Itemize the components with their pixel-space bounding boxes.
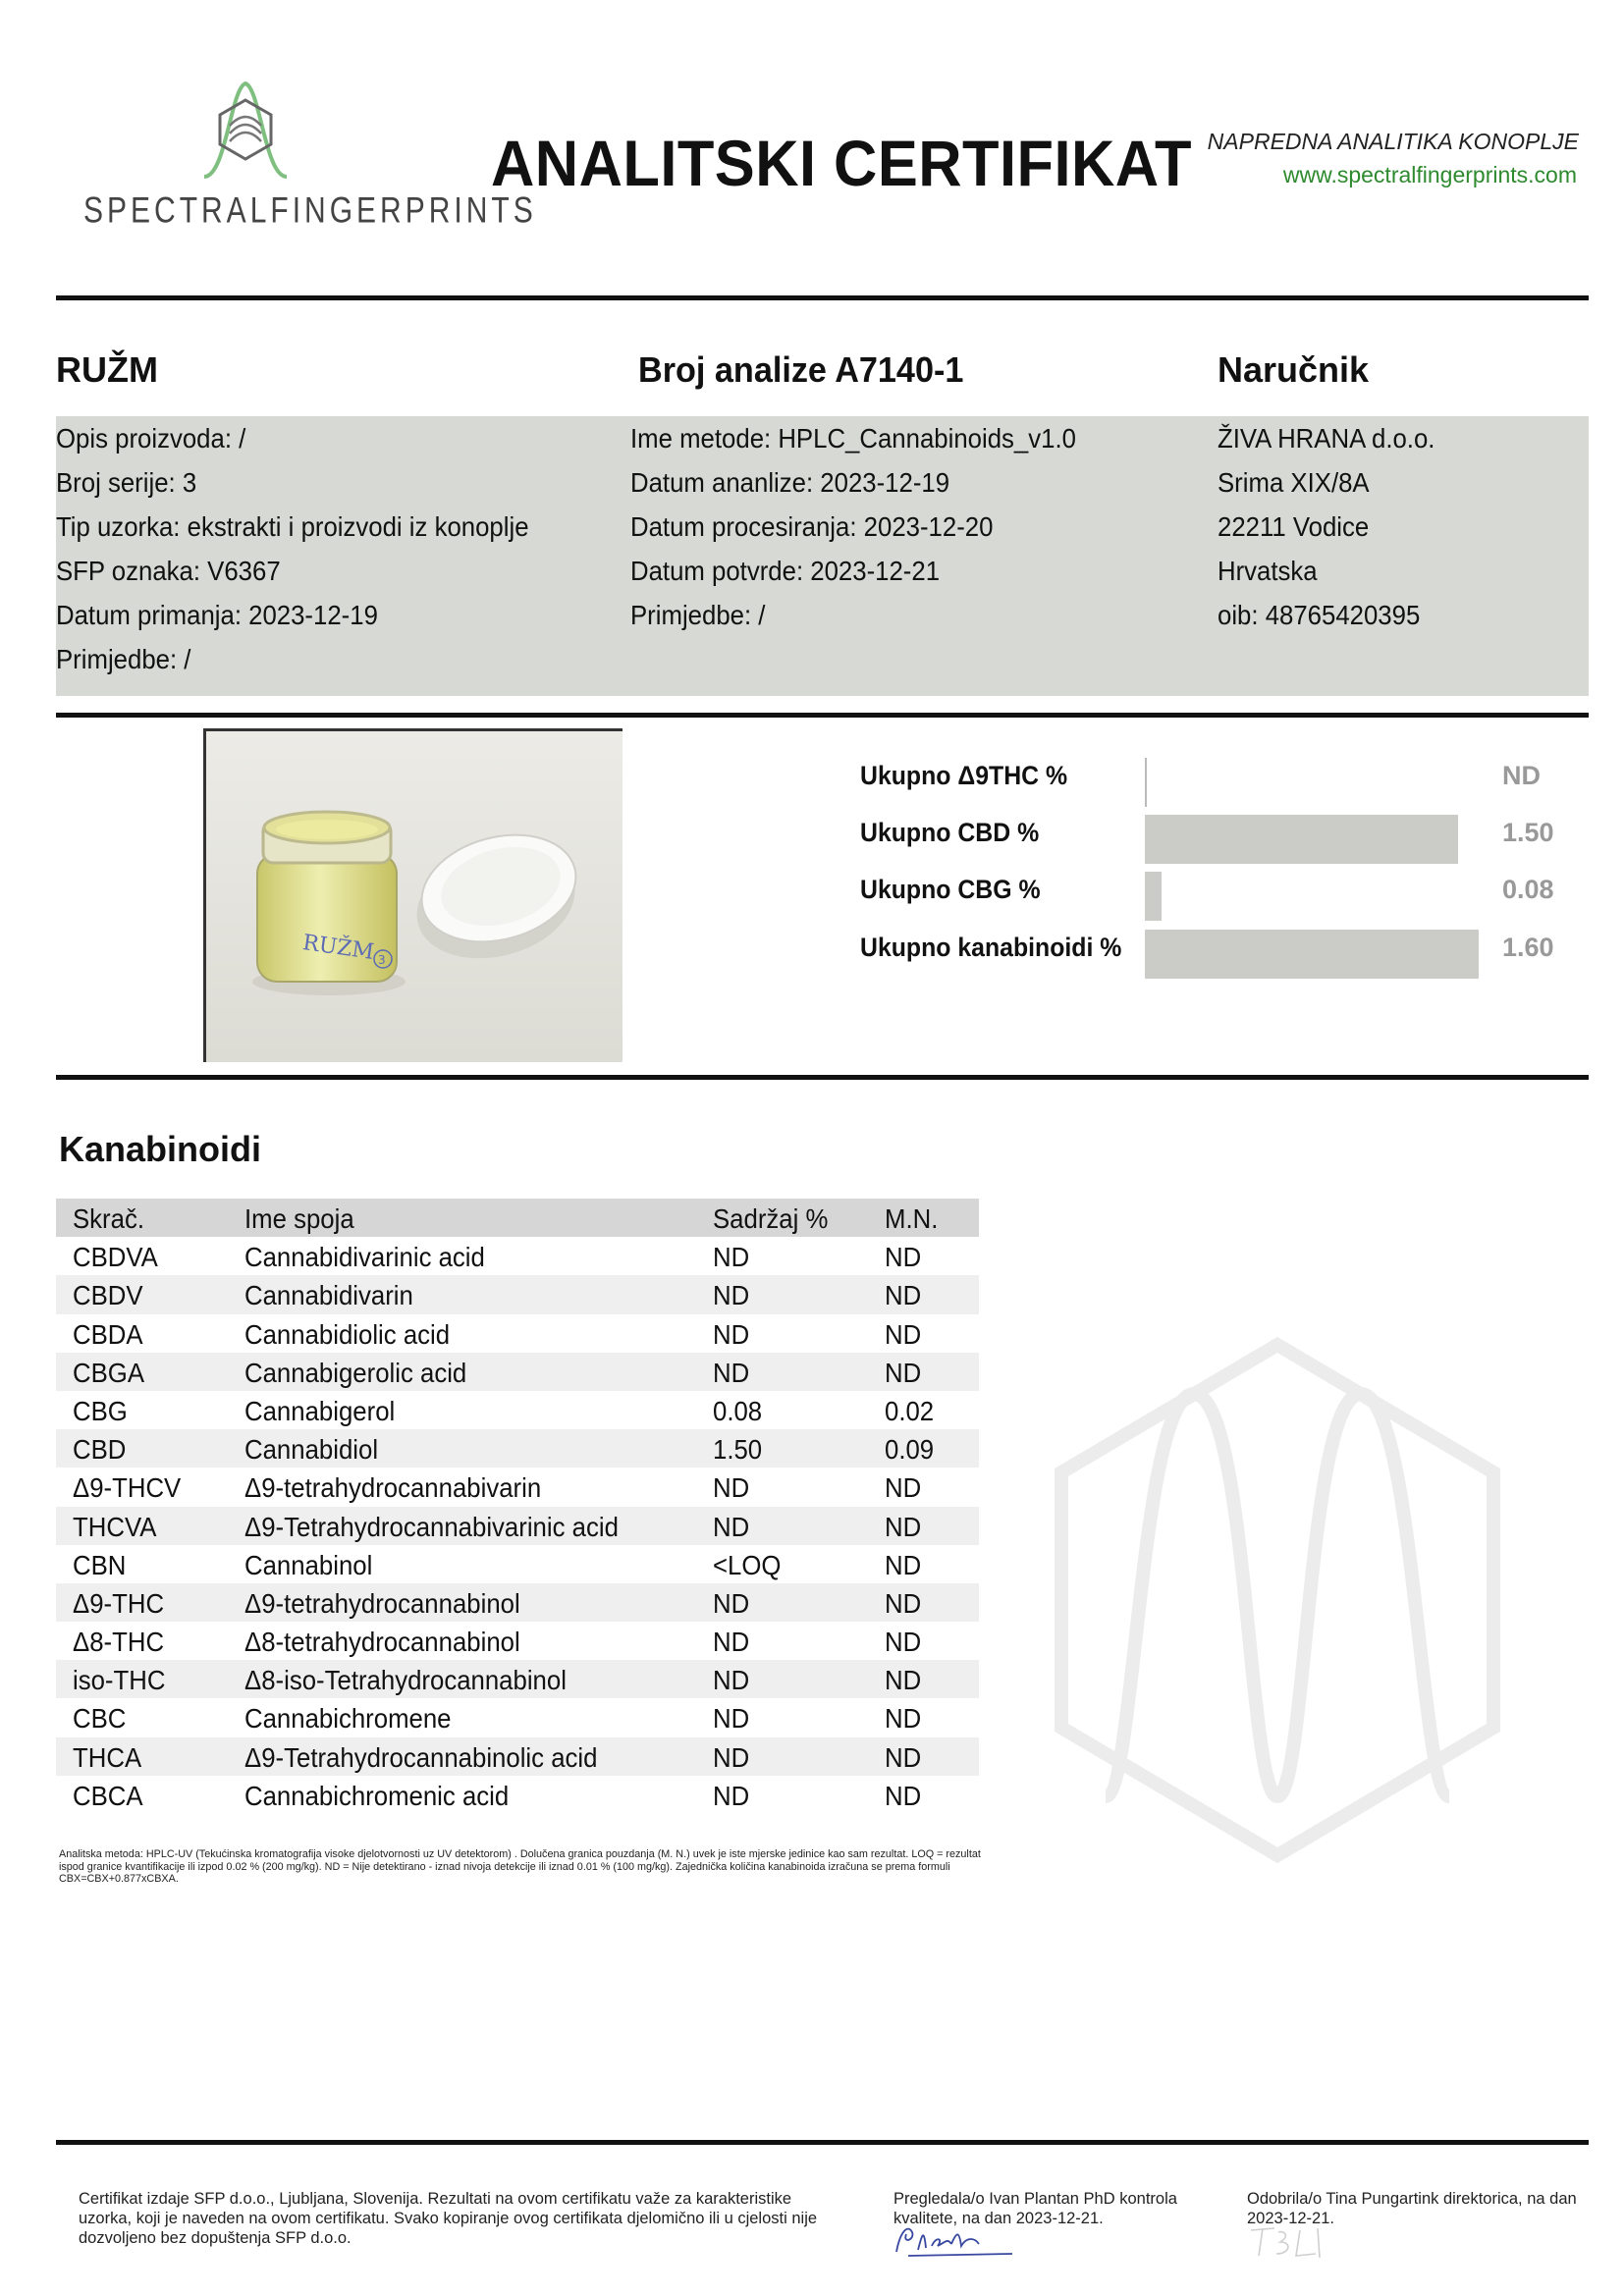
cell-uncertainty: ND [885,1357,922,1388]
summary-axis [1145,758,1147,807]
table-row [56,1507,979,1545]
cell-compound: Δ9-Tetrahydrocannabinolic acid [244,1741,598,1773]
cell-content: ND [713,1472,750,1504]
table-row [56,1660,979,1698]
approver-signature [1245,2222,1333,2262]
table-row [56,1622,979,1660]
watermark-logo-icon [1047,1335,1508,1865]
header-compound: Ime spoja [244,1203,354,1234]
cell-content: ND [713,1511,750,1542]
product-remarks: Primjedbe: / [56,644,191,674]
cell-content: ND [713,1587,750,1619]
client-name: ŽIVA HRANA d.o.o. [1218,423,1435,454]
cannabinoids-title: Kanabinoidi [59,1129,261,1169]
method-footnote: Analitska metoda: HPLC-UV (Tekućinska kromatografija visoke djelotvornosti uz UV detektorom) . Dolučena granica pouzdanja (M. N.) uvek je iste mjerske jedinice kao sam rezultat. LOQ = rezultat ispod granice kvantifikacije ili izpod 0.02 % (200 mg/kg). ND = Nije detektirano - iznad nivoja detekcije ili iznad 0.01 % (100 mg/kg). Zajednička količina kanabinoida izračuna se prema formuli CBX=CBX+0.877xCBXA. [59,1848,981,1885]
table-row [56,1468,979,1506]
client-details [1218,416,1454,637]
cell-abbr: THCVA [73,1511,157,1542]
cell-content: ND [713,1280,750,1311]
cell-compound: Cannabichromene [244,1703,452,1735]
cell-abbr: CBN [73,1549,127,1580]
cell-abbr: CBDV [73,1280,143,1311]
summary-label-cbg: Ukupno CBG % [860,875,1041,904]
cell-content: ND [713,1318,750,1350]
cell-compound: Δ8-tetrahydrocannabinol [244,1627,520,1658]
client-city: 22211 Vodice [1218,511,1370,542]
table-row [56,1237,979,1275]
cell-compound: Cannabidiolic acid [244,1318,451,1350]
divider-info [56,713,1589,718]
product-name: RUŽM [56,349,158,390]
cell-content: ND [713,1627,750,1658]
table-row [56,1314,979,1353]
table-row [56,1391,979,1429]
summary-label-thc: Ukupno Δ9THC % [860,761,1068,790]
reviewer-signature [889,2220,1016,2260]
summary-value-cbd: 1.50 [1502,818,1554,847]
sfp-code: SFP oznaka: V6367 [56,556,281,586]
cell-content: ND [713,1703,750,1735]
cell-uncertainty: 0.02 [885,1395,935,1426]
batch-number: Broj serije: 3 [56,467,197,498]
cell-uncertainty: ND [885,1511,922,1542]
cell-uncertainty: ND [885,1627,922,1658]
divider-footer [56,2140,1589,2145]
table-row [56,1353,979,1391]
table-row [56,1583,979,1622]
cell-abbr: CBCA [73,1780,143,1811]
table-row [56,1737,979,1776]
table-row [56,1275,979,1313]
logo-wordmark: SPECTRALFINGERPRINTS [83,189,537,231]
cell-uncertainty: ND [885,1549,922,1580]
cell-content: ND [713,1357,750,1388]
cell-abbr: CBGA [73,1357,145,1388]
jar-number-text: 3 [378,953,386,967]
cell-content: ND [713,1665,750,1696]
analysis-details [630,416,1114,637]
cell-content: 1.50 [713,1434,763,1466]
summary-label-cbd: Ukupno CBD % [860,818,1040,847]
reviewer-statement: Pregledala/o Ivan Plantan PhD kontrola kvalitete, na dan 2023-12-21. [893,2190,1177,2227]
cell-compound: Δ8-iso-Tetrahydrocannabinol [244,1665,567,1696]
cell-abbr: CBD [73,1434,127,1466]
divider-summary [56,1075,1589,1080]
issuer-statement: Certifikat izdaje SFP d.o.o., Ljubljana, Slovenija. Rezultati na ovom certifikatu važe za karakteristike uzorka, koji je naveden na ovom certifikatu. Svako kopiranje ovog certifikata djelomično ili u cjelosti nije dozvoljeno bez dopuštenja SFP d.o.o. [79,2190,818,2247]
cell-compound: Cannabidivarin [244,1280,413,1311]
document-title: ANALITSKI CERTIFIKAT [491,127,1192,199]
summary-value-total: 1.60 [1502,933,1554,962]
cell-uncertainty: ND [885,1665,922,1696]
analysis-remarks: Primjedbe: / [630,600,766,630]
cell-abbr: CBG [73,1395,128,1426]
summary-bar-cbd [1145,815,1458,864]
cell-compound: Cannabidivarinic acid [244,1242,485,1273]
cell-abbr: CBDVA [73,1242,158,1273]
cell-content: ND [713,1780,750,1811]
analysis-date: Datum ananlize: 2023-12-19 [630,467,950,498]
cell-compound: Δ9-Tetrahydrocannabivarinic acid [244,1511,619,1542]
cell-uncertainty: ND [885,1280,922,1311]
received-date: Datum primanja: 2023-12-19 [56,600,378,630]
company-logo [83,79,537,236]
cell-compound: Cannabichromenic acid [244,1780,510,1811]
cell-content: ND [713,1741,750,1773]
cell-compound: Cannabigerol [244,1395,396,1426]
cell-content: 0.08 [713,1395,763,1426]
logo-mark-icon [196,79,295,187]
client-heading: Naručnik [1218,349,1370,390]
cell-uncertainty: ND [885,1780,922,1811]
table-row [56,1429,979,1468]
divider-top [56,295,1589,300]
cell-abbr: iso-THC [73,1665,166,1696]
sample-photo [203,728,623,1062]
header-abbr: Skrač. [73,1203,145,1234]
sample-jar-image [206,731,623,1062]
sample-type: Tip uzorka: ekstrakti i proizvodi iz konoplje [56,511,529,542]
cell-abbr: CBDA [73,1318,143,1350]
cell-compound: Δ9-tetrahydrocannabivarin [244,1472,542,1504]
table-row [56,1545,979,1583]
cell-abbr: Δ9-THCV [73,1472,182,1504]
cell-compound: Cannabinol [244,1549,373,1580]
summary-bar-total [1145,930,1479,979]
cell-abbr: CBC [73,1703,127,1735]
cell-abbr: Δ9-THC [73,1587,165,1619]
approver-statement: Odobrila/o Tina Pungartink direktorica, na dan 2023-12-21. [1247,2190,1577,2227]
cell-compound: Cannabidiol [244,1434,379,1466]
jar-label-text: RUŽM [300,931,376,965]
table-row [56,1776,979,1814]
header-uncertainty: M.N. [885,1203,939,1234]
summary-label-total: Ukupno kanabinoidi % [860,933,1122,962]
cell-uncertainty: 0.09 [885,1434,935,1466]
header-content: Sadržaj % [713,1203,829,1234]
company-website-link[interactable]: www.spectralfingerprints.com [1282,162,1577,187]
method-name: Ime metode: HPLC_Cannabinoids_v1.0 [630,423,1076,454]
cell-uncertainty: ND [885,1472,922,1504]
cell-content: ND [713,1242,750,1273]
cell-uncertainty: ND [885,1318,922,1350]
cell-compound: Δ9-tetrahydrocannabinol [244,1587,520,1619]
cell-abbr: THCA [73,1741,142,1773]
summary-value-thc: ND [1502,761,1541,790]
cell-uncertainty: ND [885,1242,922,1273]
product-details [56,416,569,681]
cell-compound: Cannabigerolic acid [244,1357,467,1388]
processing-date: Datum procesiranja: 2023-12-20 [630,511,994,542]
confirmation-date: Datum potvrde: 2023-12-21 [630,556,941,586]
client-oib: oib: 48765420395 [1218,600,1421,630]
analysis-number: Broj analize A7140-1 [638,349,964,390]
summary-value-cbg: 0.08 [1502,875,1554,904]
cell-uncertainty: ND [885,1741,922,1773]
cell-uncertainty: ND [885,1587,922,1619]
summary-bar-cbg [1145,872,1162,921]
cell-uncertainty: ND [885,1703,922,1735]
cell-content: <LOQ [713,1549,782,1580]
client-country: Hrvatska [1218,556,1318,586]
cell-abbr: Δ8-THC [73,1627,165,1658]
product-description: Opis proizvoda: / [56,423,246,454]
client-street: Srima XIX/8A [1218,467,1370,498]
cannabinoids-table [56,1199,979,1814]
company-tagline: NAPREDNA ANALITIKA KONOPLJE [1207,129,1579,154]
table-row [56,1698,979,1736]
table-header-row [56,1199,979,1237]
